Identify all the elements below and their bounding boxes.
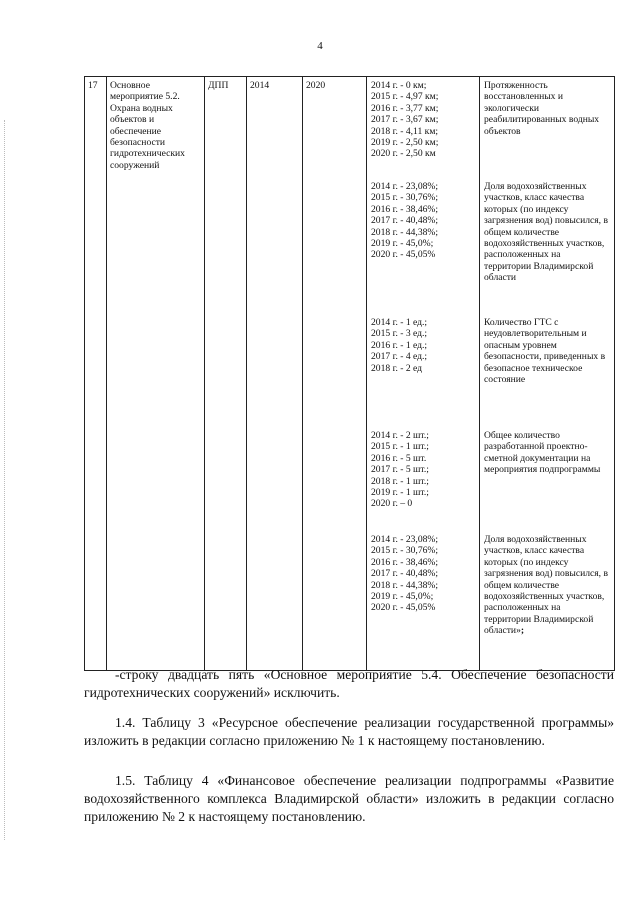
value-line: 2018 г. - 44,38%; bbox=[371, 226, 439, 238]
value-line: 2020 г. – 0 bbox=[371, 498, 413, 510]
indicator-text: Общее количество разработанной проектно-сметной документации на мероприятия подпрограммы bbox=[484, 430, 601, 476]
indicator-text: Протяженность восстановленных и экологически реабилитированных водных объектов bbox=[484, 80, 600, 137]
value-line: 2017 г. - 40,48%; bbox=[371, 215, 439, 227]
value-line: 2016 г. - 3,77 км; bbox=[371, 102, 439, 114]
value-line: 2015 г. - 30,76%; bbox=[371, 545, 439, 557]
value-line: 2017 г. - 5 шт.; bbox=[371, 464, 429, 476]
values-block bbox=[367, 178, 479, 314]
value-line: 2017 г. - 3,67 км; bbox=[371, 114, 439, 126]
executor: ДПП bbox=[205, 77, 247, 671]
table-row bbox=[85, 77, 615, 671]
value-line: 2015 г. - 4,97 км; bbox=[371, 91, 439, 103]
value-line: 2018 г. - 44,38%; bbox=[371, 579, 439, 591]
value-line: 2015 г. - 1 шт.; bbox=[371, 441, 429, 453]
value-line: 2018 г. - 2 ед bbox=[371, 362, 423, 374]
value-line: 2014 г. - 2 шт.; bbox=[371, 430, 429, 441]
values-block bbox=[367, 314, 479, 427]
activity-name: Основное мероприятие 5.2. Охрана водных объектов и обеспечение безопасности гидротехнических сооружений bbox=[107, 77, 205, 671]
value-line: 2015 г. - 3 ед.; bbox=[371, 328, 428, 340]
values-column bbox=[367, 77, 480, 671]
indicator-text: Количество ГТС с неудовлетворительным и опасным уровнем безопасности, приведенных в безопасное техническое состояние bbox=[484, 317, 606, 386]
value-line: 2014 г. - 23,08%; bbox=[371, 181, 439, 192]
value-line: 2019 г. - 1 шт.; bbox=[371, 487, 429, 499]
value-line: 2016 г. - 38,46%; bbox=[371, 556, 439, 568]
value-line: 2020 г. - 45,05% bbox=[371, 249, 436, 261]
paragraph-exclude-row: -строку двадцать пять «Основное мероприятие 5.4. Обеспечение безопасности гидротехнических сооружений» исключить. bbox=[84, 667, 614, 700]
row-number: 17 bbox=[85, 77, 107, 671]
value-line: 2017 г. - 4 ед.; bbox=[371, 351, 428, 363]
value-line: 2018 г. - 4,11 км; bbox=[371, 125, 439, 137]
indicators-column bbox=[480, 77, 615, 671]
indicators-table bbox=[84, 76, 615, 671]
value-line: 2019 г. - 45,0%; bbox=[371, 591, 434, 603]
values-block bbox=[367, 77, 479, 178]
paragraph-table-4: 1.5. Таблицу 4 «Финансовое обеспечение реализации подпрограммы «Развитие водохозяйственного комплекса Владимирской области» изложить в редакции согласно приложению № 2 к настоящему постановлению. bbox=[84, 773, 614, 824]
start-year: 2014 bbox=[247, 77, 303, 671]
value-line: 2016 г. - 1 ед.; bbox=[371, 339, 428, 351]
value-line: 2019 г. - 45,0%; bbox=[371, 238, 434, 250]
value-line: 2019 г. - 2,50 км; bbox=[371, 137, 439, 149]
page-number: 4 bbox=[317, 40, 323, 52]
value-line: 2016 г. - 5 шт. bbox=[371, 452, 427, 464]
indicator-text: Доля водохозяйственных участков, класс качества которых (по индексу загрязнения вод) повысился, в общем количестве водохозяйственных участков, расположенных на территории Владимирской области» bbox=[484, 534, 608, 637]
value-line: 2016 г. - 38,46%; bbox=[371, 203, 439, 215]
value-line: 2014 г. - 23,08%; bbox=[371, 534, 439, 545]
indicator-block-last bbox=[480, 531, 614, 670]
end-year: 2020 bbox=[303, 77, 367, 671]
paragraph-table-3: 1.4. Таблицу 3 «Ресурсное обеспечение реализации государственной программы» изложить в редакции согласно приложению № 1 к настоящему постановлению. bbox=[84, 715, 614, 748]
value-line: 2014 г. - 0 км; bbox=[371, 80, 427, 91]
closing-semicolon: ; bbox=[520, 625, 525, 637]
values-block bbox=[367, 427, 479, 531]
indicator-text: Доля водохозяйственных участков, класс качества которых (по индексу загрязнения вод) повысился, в общем количестве водохозяйственных участков, расположенных на территории Владимирской области bbox=[484, 181, 608, 284]
values-block bbox=[367, 531, 479, 670]
value-line: 2020 г. - 45,05% bbox=[371, 602, 436, 614]
value-line: 2015 г. - 30,76%; bbox=[371, 192, 439, 204]
value-line: 2020 г. - 2,50 км bbox=[371, 148, 436, 160]
value-line: 2018 г. - 1 шт.; bbox=[371, 475, 429, 487]
value-line: 2017 г. - 40,48%; bbox=[371, 568, 439, 580]
scan-margin-marks bbox=[4, 120, 7, 840]
value-line: 2014 г. - 1 ед.; bbox=[371, 317, 428, 328]
